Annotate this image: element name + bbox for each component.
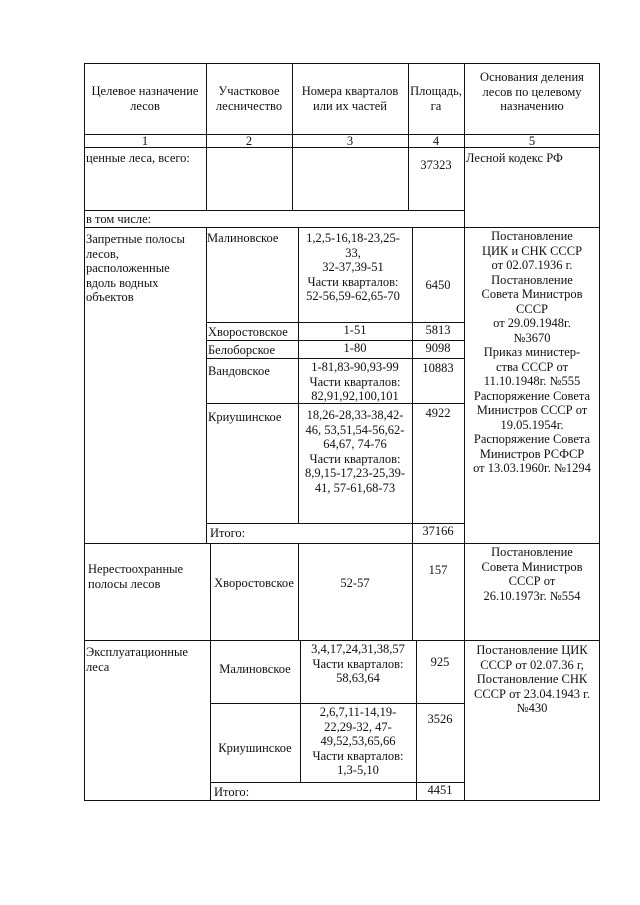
zapret-malin-quarters: 1,2,5-16,18-23,25- 33, 32-37,39-51 Части кварталов: 52-56,59-62,65-70 [306, 231, 400, 303]
zapret-kriu-area: 4922 [425, 406, 451, 420]
zapret-vand-quarters: 1-81,83-90,93-99 Части кварталов: 82,91,92,100,101 [309, 360, 401, 403]
expl-basis: Постановление ЦИК СССР от 02.07.36 г, Постановление СНК СССР от 23.04.1943 г. №430 [474, 643, 590, 715]
incl-label: в том числе: [86, 212, 152, 226]
column-number-5: 5 [528, 134, 536, 148]
expl-label: Эксплуатационные леса [86, 645, 188, 674]
zapret-kriu-name: Криушинское [208, 410, 282, 424]
column-number-2: 2 [245, 134, 253, 148]
col-divider-2-3 [292, 63, 293, 210]
header-basis: Основания деления лесов по целевому назначению [480, 70, 584, 113]
nerest-label: Нерестоохранные полосы лесов [88, 562, 184, 591]
zapret-belob-area: 9098 [425, 341, 451, 355]
column-number-3: 3 [346, 134, 354, 148]
zapret-malin-area: 6450 [425, 278, 451, 292]
nerest-area: 157 [428, 563, 448, 577]
zapret-khvor-name: Хворостовское [208, 325, 288, 339]
zapret-label: Запретные полосы лесов, расположенные вдоль водных объектов [86, 232, 185, 304]
zapret-itogo-area: 37166 [422, 524, 454, 538]
total-basis: Лесной кодекс РФ [466, 151, 563, 165]
total-label: ценные леса, всего: [86, 151, 190, 165]
table-border-bottom [84, 800, 600, 801]
expl-itogo-area: 4451 [427, 783, 453, 797]
expl-itogo-label: Итого: [214, 785, 250, 799]
header-purpose: Целевое назначение лесов [91, 84, 199, 113]
divider-zapret-nerest [84, 543, 600, 544]
zapret-belob-quarters: 1-80 [343, 341, 367, 355]
column-number-4: 4 [432, 134, 440, 148]
column-number-1: 1 [141, 134, 149, 148]
zapret-basis: Постановление ЦИК и СНК СССР от 02.07.1936 г. Постановление Совета Министров СССР от 29.09.1948г. №3670 Приказ министер- ства СССР от 11.10.1948г. №555 Распоряжение Совета Министров СССР от 19.05.1954г. Распоряжение Совета Министров РСФСР от 13.03.1960г. №1294 [473, 229, 591, 475]
expl-malin-quarters: 3,4,17,24,31,38,57 Части кварталов: 58,63,64 [311, 642, 405, 685]
col-divider-1-2 [206, 63, 207, 210]
col-divider-2-3-nerest [298, 543, 299, 640]
nerest-quarters: 52-57 [340, 576, 370, 590]
expl-malin-name: Малиновское [219, 662, 291, 676]
table-border-top [84, 63, 600, 64]
divider-nerest-expl [84, 640, 600, 641]
total-area: 37323 [420, 158, 452, 172]
nerest-forestry: Хворостовское [214, 576, 294, 590]
header-forestry: Участковое лесничество [215, 84, 283, 113]
col-divider-3-4-nerest [412, 543, 413, 640]
col-divider-1-2-zapret [206, 227, 207, 543]
expl-kriu-name: Криушинское [218, 741, 292, 755]
zapret-vand-area: 10883 [422, 361, 454, 375]
zapret-malin-name: Малиновское [207, 231, 279, 245]
expl-malin-area: 925 [430, 655, 450, 669]
zapret-itogo-label: Итого: [210, 526, 246, 540]
total-row-divider [84, 210, 464, 211]
expl-kriu-quarters: 2,6,7,11-14,19- 22,29-32, 47- 49,52,53,65,66 Части кварталов: 1,3-5,10 [312, 705, 404, 777]
incl-row-divider [84, 227, 600, 228]
table-border-left [84, 63, 85, 800]
zapret-belob-name: Белоборское [208, 343, 276, 357]
nerest-basis: Постановление Совета Министров СССР от 26.10.1973г. №554 [481, 545, 583, 603]
divider-expl-malin-kriu [210, 703, 464, 704]
col-divider-1-2-nerest [210, 543, 211, 640]
header-quarters: Номера кварталов или их частей [301, 84, 399, 113]
zapret-khvor-area: 5813 [425, 323, 451, 337]
zapret-kriu-quarters: 18,26-28,33-38,42- 46, 53,51,54-56,62- 64,67, 74-76 Части кварталов: 8,9,15-17,23-25,39- 41, 57-61,68-73 [305, 408, 405, 495]
expl-kriu-area: 3526 [427, 712, 453, 726]
zapret-khvor-quarters: 1-51 [343, 323, 367, 337]
divider-belob-vand [206, 358, 464, 359]
zapret-vand-name: Вандовское [208, 364, 270, 378]
header-area: Площадь, га [410, 84, 462, 113]
